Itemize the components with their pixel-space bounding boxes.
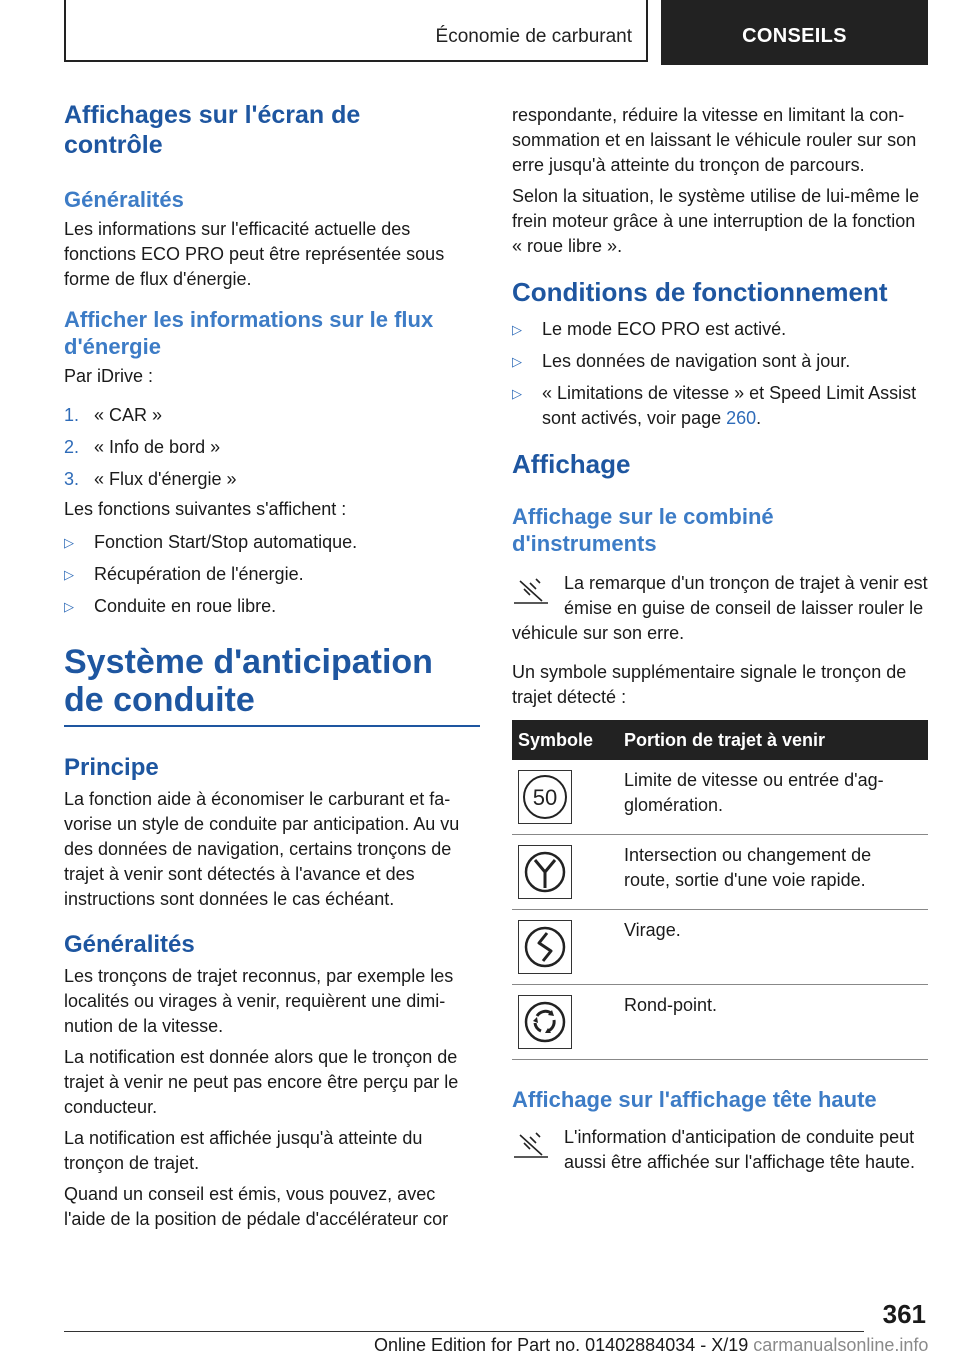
table-cell <box>512 760 618 835</box>
chapter-tab: CONSEILS <box>661 0 928 65</box>
list-item <box>64 530 480 555</box>
bullet-text: Le mode ECO PRO est activé. <box>542 319 787 339</box>
heading-affichage: Affichage <box>512 449 631 479</box>
paragraph: La notification est donnée alors que le tronçon de trajet à venir ne peut pas encore être perçu par le conducteur. <box>64 1047 459 1117</box>
paragraph: La notification est affichée jusqu'à atteinte du tronçon de trajet. <box>64 1128 423 1173</box>
list-item <box>64 562 480 587</box>
table-row <box>512 910 928 985</box>
watermark-text: carmanualsonline.info <box>753 1335 929 1355</box>
table-cell: Intersection ou changement de route, sortie d'une voie rapide. <box>618 835 928 910</box>
bullet-text: Conduite en roue libre. <box>94 596 277 616</box>
heading-affichages: Affichages sur l'écran de contrôle <box>64 101 361 159</box>
coasting-hint-icon <box>512 575 550 609</box>
paragraph: Quand un conseil est émis, vous pouvez, avec l'aide de la position de pédale d'accélérateur cor <box>64 1184 449 1229</box>
steps-list <box>64 403 480 492</box>
bullet-triangle-icon: ▷ <box>64 567 74 582</box>
roundabout-icon <box>518 995 572 1049</box>
paragraph: Un symbole supplémentaire signale le tronçon de trajet détecté : <box>512 662 907 707</box>
table-cell <box>512 910 618 985</box>
intersection-icon <box>518 845 572 899</box>
paragraph: La fonction aide à économiser le carburant et favorise un style de conduite par anticipation. Au vu des données de navigation, certains tronçons de trajet à venir sont détectés à l'avance et des instructions sont données le cas échéant. <box>64 789 460 909</box>
note-text: La remarque d'un tronçon de trajet à venir est émise en guise de conseil de laisser rouler le véhicule sur son erre. <box>512 573 928 643</box>
conditions-list <box>512 317 928 431</box>
heading-generalites: Généralités <box>64 931 195 958</box>
heading-generalites: Généralités <box>64 187 184 212</box>
bullet-triangle-icon: ▷ <box>512 322 522 337</box>
paragraph: Les tronçons de trajet reconnus, par exemple les localités ou virages à venir, requièrent une diminution de la vitesse. <box>64 966 454 1036</box>
table-cell <box>512 985 618 1060</box>
bullet-text: Récupération de l'énergie. <box>94 564 304 584</box>
step-text: « CAR » <box>94 405 163 425</box>
right-column <box>512 103 928 1175</box>
page-link[interactable]: 260 <box>726 408 757 428</box>
table-row <box>512 760 928 835</box>
edition-text: Online Edition for Part no. 01402884034 - X/19 <box>374 1335 749 1355</box>
paragraph: Les informations sur l'efficacité actuelle des fonctions ECO PRO peut être représentée sous forme de flux d'énergie. <box>64 219 445 289</box>
heading-afficher-flux: Afficher les informations sur le flux d'énergie <box>64 307 434 359</box>
footer-edition <box>374 1335 928 1356</box>
column-header: Symbole <box>512 720 618 760</box>
column-header: Portion de trajet à venir <box>618 720 928 760</box>
table-cell <box>512 835 618 910</box>
bullet-triangle-icon: ▷ <box>64 599 74 614</box>
heading-combine-instruments: Affichage sur le combiné d'instruments <box>512 504 774 556</box>
note-block <box>512 1125 928 1175</box>
table-row <box>512 985 928 1060</box>
curve-icon <box>518 920 572 974</box>
coasting-hint-icon <box>512 1129 550 1163</box>
list-item <box>64 403 480 428</box>
list-item <box>64 435 480 460</box>
left-column <box>64 100 480 1232</box>
paragraph: Selon la situation, le système utilise de lui-même le frein moteur grâce à une interruption de la fonction « roue libre ». <box>512 186 920 256</box>
speed-limit-value: 50 <box>532 785 558 810</box>
step-number: 1. <box>64 405 80 425</box>
step-text: « Flux d'énergie » <box>94 469 237 489</box>
section-title: Économie de carburant <box>435 26 632 47</box>
functions-list <box>64 530 480 619</box>
page-number: 361 <box>882 1299 926 1329</box>
heading-systeme-anticipation: Système d'anticipation de conduite <box>64 643 480 727</box>
table-cell: Limite de vitesse ou entrée d'agglomération. <box>618 760 928 835</box>
condition-text: « Limitations de vitesse » et Speed Limit Assist sont activés, voir page <box>542 383 917 428</box>
list-item <box>64 594 480 619</box>
page-header <box>64 0 928 65</box>
table-cell: Virage. <box>618 910 928 985</box>
list-item <box>64 467 480 492</box>
bullet-text: Les données de navigation sont à jour. <box>542 351 851 371</box>
step-number: 3. <box>64 469 80 489</box>
step-number: 2. <box>64 437 80 457</box>
list-item <box>512 349 928 374</box>
header-box <box>64 0 648 62</box>
heading-conditions: Conditions de fonctionnement <box>512 277 888 307</box>
table-cell: Rond-point. <box>618 985 928 1060</box>
note-block <box>512 571 928 646</box>
heading-principe: Principe <box>64 754 159 781</box>
table-row <box>512 835 928 910</box>
symbol-table <box>512 720 928 1060</box>
note-text: L'information d'anticipation de conduite peut aussi être affichée sur l'affichage tête haute. <box>564 1127 915 1172</box>
list-item <box>512 381 928 431</box>
paragraph: Les fonctions suivantes s'affichent : <box>64 499 347 519</box>
step-text: « Info de bord » <box>94 437 221 457</box>
condition-text-end: . <box>756 408 762 428</box>
speed-limit-50-icon <box>518 770 572 824</box>
table-header-row <box>512 720 928 760</box>
bullet-triangle-icon: ▷ <box>512 386 522 401</box>
footer-divider <box>64 1331 864 1332</box>
list-item <box>512 317 928 342</box>
bullet-text <box>542 381 928 431</box>
bullet-text: Fonction Start/Stop automatique. <box>94 532 358 552</box>
bullet-triangle-icon: ▷ <box>64 535 74 550</box>
paragraph: respondante, réduire la vitesse en limitant la consommation et en laissant le véhicule rouler sur son erre jusqu'à atteinte du tronçon de parcours. <box>512 105 917 175</box>
bullet-triangle-icon: ▷ <box>512 354 522 369</box>
paragraph: Par iDrive : <box>64 366 154 386</box>
heading-affichage-tete-haute: Affichage sur l'affichage tête haute <box>512 1087 877 1112</box>
